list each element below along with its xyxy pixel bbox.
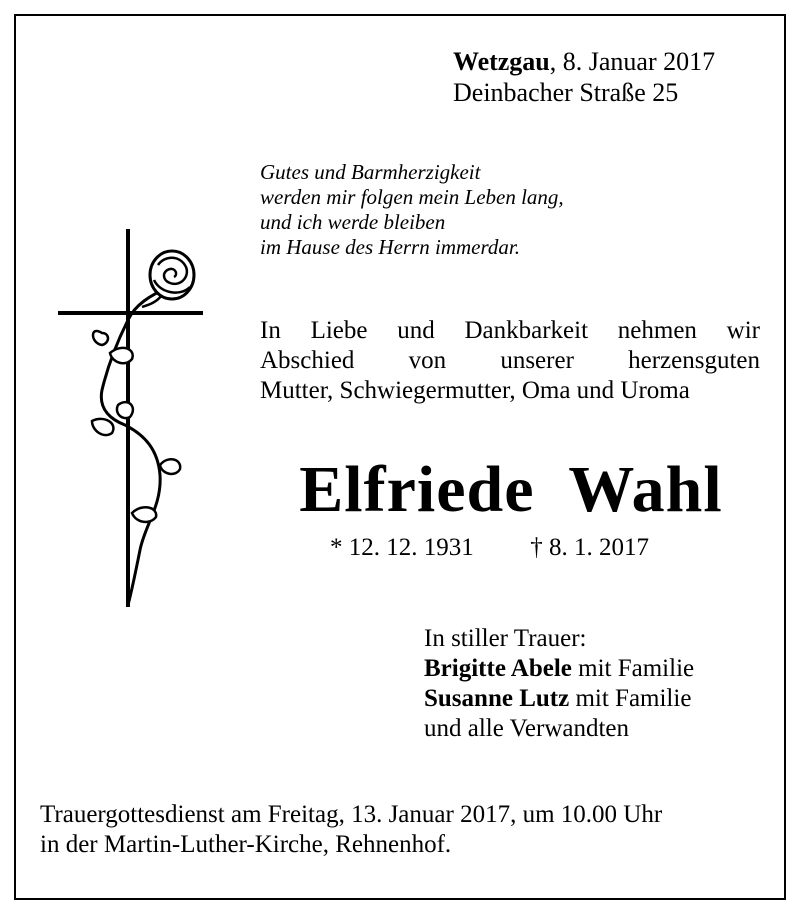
notice-header [453, 46, 715, 108]
mourners-list [424, 624, 694, 744]
mourner-name: Susanne Lutz [424, 685, 570, 712]
farewell-line: In Liebe und Dankbarkeit nehmen wir [260, 317, 760, 344]
mourner-entry [424, 684, 694, 714]
deceased-name: Elfriede Wahl [299, 453, 723, 526]
service-line: Trauergottesdienst am Freitag, 13. Januar 2017, um 10.00 Uhr [40, 801, 663, 828]
mourner-name: Brigitte Abele [424, 655, 572, 682]
life-dates [330, 534, 649, 562]
farewell-line: Mutter, Schwiegermutter, Oma und Uroma [260, 377, 690, 404]
bible-verse [260, 160, 564, 260]
cross-with-rose-icon [50, 225, 210, 615]
mourners-closing: und alle Verwandten [424, 715, 630, 742]
mourner-entry [424, 654, 694, 684]
verse-line: werden mir folgen mein Leben lang, [260, 185, 564, 209]
birth-date: * 12. 12. 1931 [330, 534, 474, 561]
death-date: † 8. 1. 2017 [530, 534, 649, 561]
farewell-text [260, 316, 760, 406]
mourner-suffix: mit Familie [571, 655, 695, 682]
mourners-intro: In stiller Trauer: [424, 625, 587, 652]
street-address: Deinbacher Straße 25 [453, 78, 679, 107]
service-line: in der Martin-Luther-Kirche, Rehnenhof. [40, 831, 452, 858]
funeral-service-info [40, 800, 662, 860]
notice-date: , 8. Januar 2017 [549, 47, 716, 76]
verse-line: Gutes und Barmherzigkeit [260, 160, 481, 184]
farewell-line: Abschied von unserer herzensguten [260, 347, 760, 374]
place-name: Wetzgau [453, 47, 550, 76]
verse-line: im Hause des Herrn immerdar. [260, 235, 520, 259]
mourner-suffix: mit Familie [569, 685, 692, 712]
verse-line: und ich werde bleiben [260, 210, 446, 234]
